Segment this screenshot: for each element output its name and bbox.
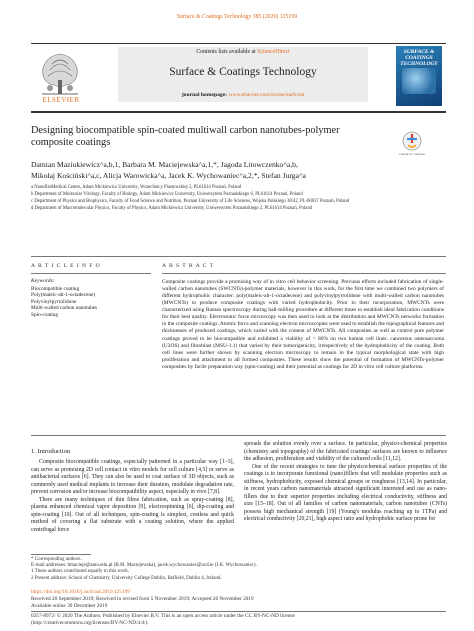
available-online: Available online 30 December 2019	[31, 602, 108, 609]
footnote-corresponding: * Corresponding authors.	[31, 557, 82, 562]
keyword: Biocompatible coating	[31, 286, 80, 292]
header-bottom-rule	[31, 111, 446, 113]
section-rule	[31, 256, 446, 257]
publisher-wordmark: ELSEVIER	[42, 96, 80, 104]
crossmark-label: Check for updates	[399, 152, 425, 156]
keywords-label: Keywords:	[31, 278, 55, 284]
keyword: Polyvinylpyrrolidone	[31, 298, 77, 305]
footnotes	[31, 557, 446, 582]
homepage-line	[118, 92, 368, 98]
article-title	[31, 125, 381, 149]
abstract-rule	[162, 273, 446, 274]
footnote-present-address: 2 Present address: School of Chemistry, University College Dublin, Belfield, Dublin 4, Ireland.	[31, 575, 222, 581]
intro-paragraph-4: One of the recent strategies to tune the physicochemical surface properties of the coatings is to incorporate functional (nano)fillers that will modulate properties such as stiffness, hydrophobicity, exposed chemical groups or roughness [13,14]. In particular, in recent years carbon nanomaterials attracted significant interested and use as nano-fillers due to their superior properties including electrical conductivity, stiffness and size [15–18]. Out of all families of carbon nanomaterials, carbon nanotubes (CNTs) possess high mechanical strength [19] (Young's modulus reaching up to 1TPa) and electrical conductivity [20,21], high aspect ratio and hydrophobic surface prone for	[244, 463, 447, 523]
contents-line	[118, 49, 368, 55]
intro-paragraph-1: Composite biocompatible coatings, especially patterned in a particular way [1–3], can serve as promising 2D cell contact in vitro models for cell culture [4,5] or serve as antibacterial surfaces [6]. They can also be used to coat surface of 3D objects, such as commonly used medical implants to increase their duration, modulate degradation rate, prevent corrosion and/or increase biocompatibility aspect, especially in vivo [7,8].	[31, 459, 234, 496]
cover-title: SURFACE & COATINGS TECHNOLOGY	[400, 49, 438, 67]
keyword: Spin-coating	[31, 311, 59, 318]
intro-paragraph-2: There are many techniques of thin films fabrication, such as spray-coating [8], plasma enhanced chemical vapor deposition [9], electrospinning [6], dip-coating and spin-coating [10]. Out of all techniques, spin-coating is simplest, costless and quick method of covering a flat substrate with a coating solution, where the applied centrifugal force	[31, 496, 234, 533]
intro-right-column	[244, 441, 447, 524]
title-line-2: composite coatings	[31, 137, 111, 149]
footnote-equal-contribution: 1 These authors contributed equally to this work.	[31, 569, 129, 575]
intro-left-column	[31, 459, 234, 534]
top-rule	[31, 43, 446, 44]
introduction-heading: 1. Introduction	[31, 448, 71, 455]
affiliation-c: c Department of Physics and Biophysics, Faculty of Food Science and Nutrition, Poznań University of Life Sciences, Wojska Polskiego 38/42, PL-60637 Poznań, Poland	[31, 199, 350, 204]
journal-title: Surface & Coatings Technology	[169, 66, 317, 78]
footnote-emails[interactable]: E-mail addresses: bmacieje@amu.edu.pl (B.M. Maciejewska), jacek.wychowaniec@ucd.ie (J.K. Wychowaniec).	[31, 563, 257, 569]
affiliation-b: b Department of Molecular Virology, Faculty of Biology, Adam Mickiewicz University, Uniwersytetu Poznańskiego 6, PL61614 Poznań, Poland	[31, 192, 303, 197]
abstract-heading: A B S T R A C T	[162, 263, 214, 269]
license-url[interactable]: (http://creativecommons.org/licenses/BY-NC-ND/4.0/).	[31, 619, 149, 626]
journal-reference[interactable]: Surface & Coatings Technology 385 (2020) 125199	[176, 14, 298, 20]
elsevier-tree-logo	[32, 48, 88, 100]
doi-link[interactable]: https://doi.org/10.1016/j.surfcoat.2019.125199	[31, 589, 130, 595]
footnote-rule	[31, 554, 91, 555]
title-line-1: Designing biocompatible spin-coated multiwall carbon nanotubes-polymer	[31, 125, 340, 136]
license-rule	[31, 611, 446, 612]
keyword: Multi-walled carbon nanotubes	[31, 305, 98, 312]
license-text: 0257-8972/ © 2020 The Authors. Published by Elsevier B.V. This is an open access article under the CC BY-NC-ND license	[31, 612, 295, 619]
affiliation-d: d Department of Macromolecular Physics, Faculty of Physics, Adam Mickiewicz University, Uniwersytetu Poznańskiego 2, PL61614 Poznań, Poland	[31, 206, 313, 211]
body-rule	[31, 435, 446, 436]
homepage-prefix: journal homepage:	[181, 92, 229, 98]
journal-cover-thumbnail	[396, 46, 442, 106]
abstract-text: Composite coatings provide a promising way of in vitro cell behavior screening. Previous efforts included fabrication of single-walled carbon nanotubes (SWCNTs)-polymer materials, however in this work, for the first time we combined two polymers of different hydrophobic character: poly(maleic-alt-1-octadecene) and polyvinylpyrrolidone with multi-walled carbon nanotubes (MWCNTs) to produce composite coatings with varied hydrophobicity. Prior to their incorporation, MWCNTs were characterized using Raman spectroscopy during ball-milling procedure at different times to establish ideal fabrication conditions for their best quality. Electrostatic force microscopy was then used to look at the distribution and MWCNTs networks formation in the composite coatings. Atomic force and scanning electron microscopies were used to establish the topographical features and thicknesses of produced coatings, which varied with the content of MWCNTs. All composites as well as control pure polymer coatings proved to be biocompatible and exhibited a viability of > 80% on two human cell lines: cancerous osteosarcoma (U2OS) and fibroblast (MSU-1.1) that varied by their tumorigenicity, irrespectively of the hydrophobicity of the coating. Both cell lines were further shown by scanning electron microscopy to remain in the typical morphological state with high proliferation and attachment to all formed composites. These results show the potential of formation of MWCNTs-polymer composites by facile preparation way (spin-coating) and their potential as coatings for 2D in vitro cell culture platforms.	[162, 279, 444, 370]
authors-line-1: Damian Maziukiewicz^a,b,1, Barbara M. Maciejewska^a,1,*, Jagoda Litowczenko^a,b,	[31, 160, 298, 169]
affiliation-a: a NanoBioMedical Centre, Adam Mickiewicz University, Wszechnicy Piastowskiej 3, PL61614 Poznań, Poland	[31, 185, 242, 190]
keyword: Poly(maleic-alt-1-octadecene)	[31, 292, 96, 299]
intro-paragraph-3: spreads the solution evenly over a surface. In particular, physico-chemical properties (chemistry and topography) of the fabricated coatings' surfaces are known to influence the adhesion, proliferation and viability of the cultured cells [11,12].	[244, 441, 447, 463]
homepage-link[interactable]: www.elsevier.com/locate/surfcoat	[228, 92, 305, 98]
keywords-list	[31, 286, 151, 318]
authors-line-2: Mikołaj Kościński^a,c, Alicja Warowicka^a, Jacek K. Wychowaniec^a,2,*, Stefan Jurga^a	[31, 171, 306, 180]
article-history	[31, 589, 446, 627]
cover-image	[402, 68, 436, 94]
info-rule	[31, 273, 151, 274]
contents-prefix: Contents lists available at	[196, 49, 258, 55]
author-list	[31, 159, 446, 181]
received-dates: Received 20 September 2019; Received in revised form 5 November 2019; Accepted 26 November 2019	[31, 595, 254, 602]
article-info-heading: A R T I C L E I N F O	[31, 263, 101, 269]
crossmark-icon[interactable]	[402, 131, 422, 151]
sciencedirect-link[interactable]: ScienceDirect	[257, 49, 290, 55]
